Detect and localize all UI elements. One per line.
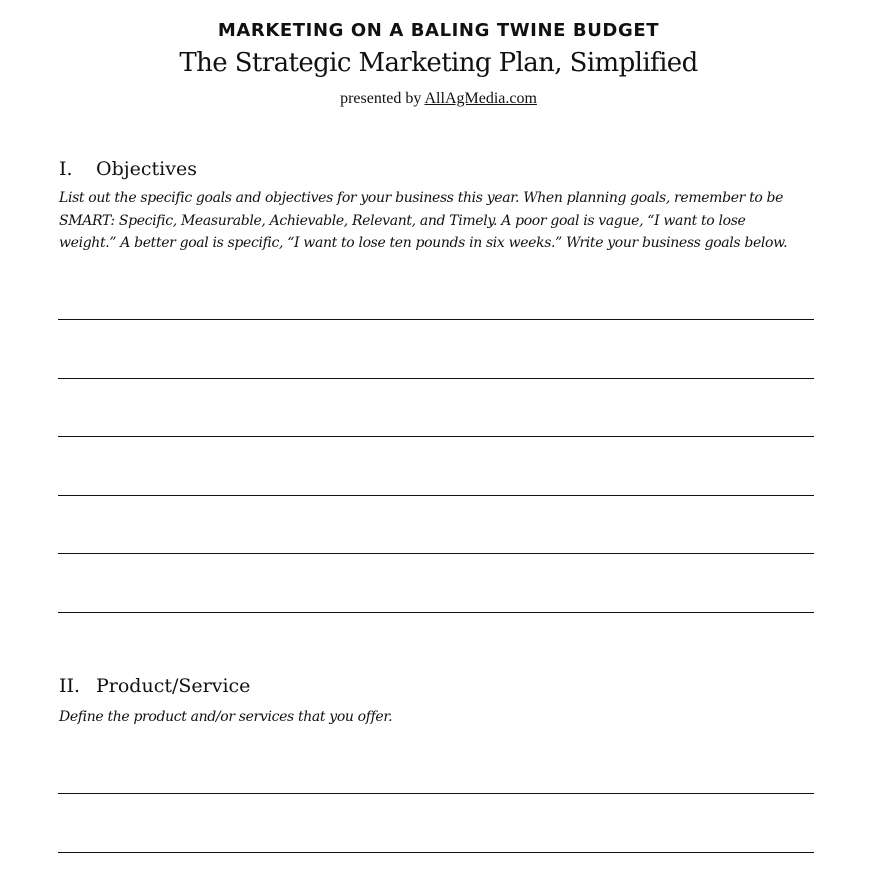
writing-line[interactable] (58, 793, 814, 794)
writing-line[interactable] (58, 378, 814, 379)
writing-line[interactable] (58, 436, 814, 437)
writing-line[interactable] (58, 852, 814, 853)
section-objectives-heading (59, 158, 197, 180)
writing-line[interactable] (58, 553, 814, 554)
section-objectives-description: List out the specific goals and objectives for your business this year. When planning goals, remember to be SMART: Specific, Measurable, Achievable, Relevant, and Timely. A poor goal is vague, “I want to lose weight.” A better goal is specific, “I want to lose ten pounds in six weeks.” Write your business goals below. (59, 190, 788, 251)
section-title: Product/Service (96, 675, 251, 697)
presented-by (0, 90, 877, 108)
writing-line[interactable] (58, 495, 814, 496)
page-title: The Strategic Marketing Plan, Simplified (179, 48, 698, 78)
section-numeral: II. (59, 675, 81, 697)
series-title: MARKETING ON A BALING TWINE BUDGET (217, 20, 660, 41)
section-title: Objectives (96, 158, 197, 180)
writing-line[interactable] (58, 612, 814, 613)
website-link[interactable]: AllAgMedia.com (424, 90, 537, 107)
presented-by-prefix: presented by (340, 90, 422, 107)
section-product-service-heading (59, 675, 250, 697)
section-product-service-description: Define the product and/or services that you offer. (59, 709, 393, 725)
writing-line[interactable] (58, 319, 814, 320)
section-numeral: I. (59, 158, 73, 180)
